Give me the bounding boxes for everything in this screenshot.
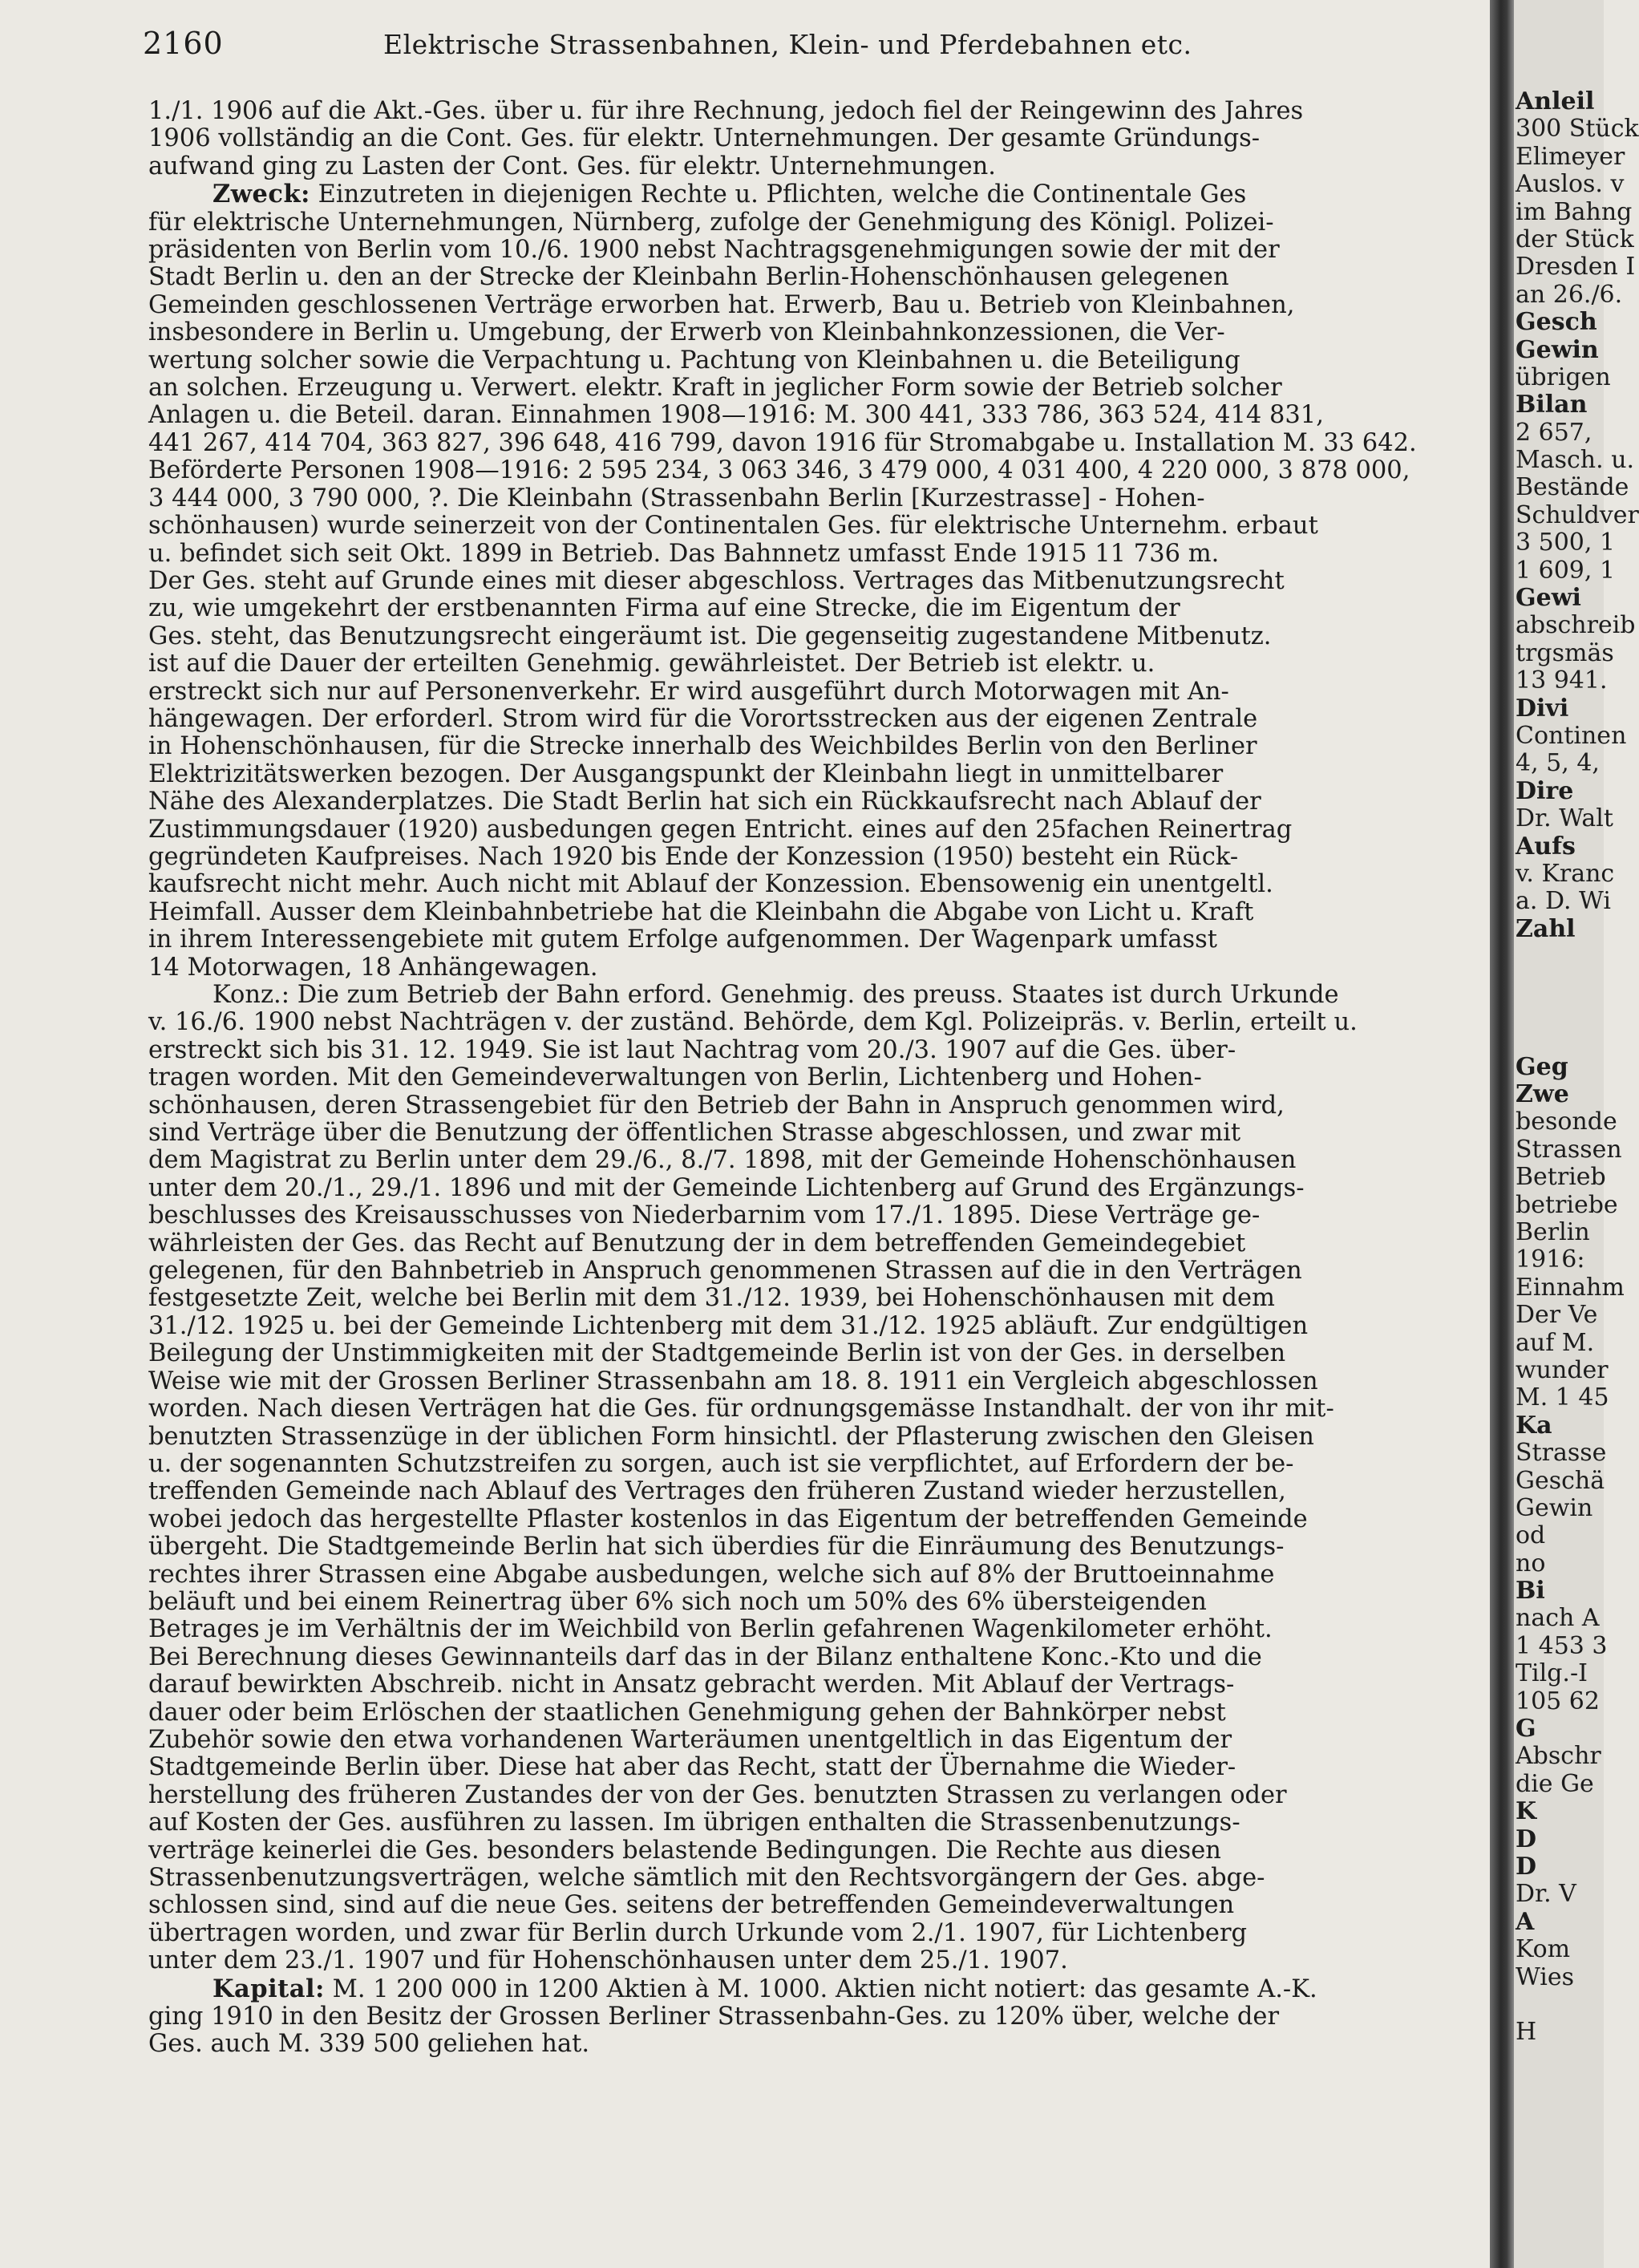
- fragment-line: im Bahng: [1516, 197, 1633, 226]
- fragment-line: nach A: [1516, 1604, 1600, 1633]
- fragment-line: Strasse: [1516, 1439, 1607, 1468]
- line-text: Nähe des Alexanderplatzes. Die Stadt Berlin hat sich ein Rückkaufsrecht nach Ablauf der: [148, 788, 1261, 816]
- line-text: Ges. steht, das Benutzungsrecht eingeräumt ist. Die gegenseitig zugestandene Mitbenutz.: [148, 622, 1272, 650]
- line-text: Elektrizitätswerken bezogen. Der Ausgangspunkt der Kleinbahn liegt in unmittelbarer: [148, 759, 1224, 788]
- text-line: [148, 1671, 1431, 1699]
- line-text: für elektrische Unternehmungen, Nürnberg, zufolge der Genehmigung des Königl. Polizei-: [148, 208, 1274, 237]
- line-text: dem Magistrat zu Berlin unter dem 29./6., 8./7. 1898, mit der Gemeinde Hohenschönhausen: [148, 1146, 1297, 1175]
- line-text: in ihrem Interessengebiete mit gutem Erfolge aufgenommen. Der Wagenpark umfasst: [148, 925, 1218, 954]
- body-text: [148, 98, 1431, 2059]
- line-text: unter dem 20./1., 29./1. 1896 und mit der Gemeinde Lichtenberg auf Grund des Ergänzungs-: [148, 1173, 1305, 1202]
- fragment-line: [1516, 971, 1605, 998]
- line-text: gegründeten Kaufpreises. Nach 1920 bis Ende der Konzession (1950) besteht ein Rück-: [148, 842, 1239, 871]
- running-title: Elektrische Strassenbahnen, Klein- und Pferdebahnen etc.: [383, 29, 1192, 60]
- line-text: aufwand ging zu Lasten der Cont. Ges. für elektr. Unternehmungen.: [148, 152, 996, 180]
- text-line: [148, 1092, 1431, 1120]
- text-line: [148, 1009, 1431, 1036]
- fragment-line: Bi: [1516, 1577, 1545, 1606]
- fragment-line: a. D. Wi: [1516, 887, 1611, 916]
- fragment-line: Schuldver: [1516, 500, 1639, 529]
- fragment-line: betriebe: [1516, 1190, 1618, 1219]
- fragment-line: Kom: [1516, 1935, 1571, 1964]
- text-line: [148, 264, 1431, 291]
- line-text: u. der sogenannten Schutzstreifen zu sorgen, auch ist sie verpflichtet, auf Erfordern der be-: [148, 1449, 1294, 1478]
- line-text: ist auf die Dauer der erteilten Genehmig. gewährleistet. Der Betrieb ist elektr. u.: [148, 650, 1155, 678]
- fragment-line: K: [1516, 1797, 1537, 1826]
- fragment-line: H: [1516, 2018, 1537, 2047]
- line-text: Anlagen u. die Beteil. daran. Einnahmen 1908—1916: M. 300 441, 333 786, 363 524, 414 831,: [148, 401, 1324, 430]
- fragment-line: Gewin: [1516, 1493, 1593, 1522]
- text-line: [148, 125, 1431, 152]
- fragment-line: 1 609, 1: [1516, 556, 1616, 585]
- line-text: gelegenen, für den Bahnbetrieb in Anspruch genommenen Strassen auf die in den Verträgen: [148, 1257, 1302, 1286]
- text-line: [148, 1727, 1431, 1754]
- fragment-line: Gesch: [1516, 308, 1597, 337]
- section-keyword: Kapital:: [212, 1974, 325, 2003]
- text-line: [148, 1037, 1431, 1064]
- line-text: Stadtgemeinde Berlin über. Diese hat aber das Recht, statt der Übernahme die Wieder-: [148, 1753, 1236, 1782]
- line-text: ging 1910 in den Besitz der Grossen Berliner Strassenbahn-Ges. zu 120% über, welche der: [148, 2003, 1280, 2031]
- text-line: [148, 430, 1431, 457]
- text-line: [148, 623, 1431, 650]
- fragment-line: Gewi: [1516, 584, 1581, 613]
- line-text: tragen worden. Mit den Gemeindeverwaltungen von Berlin, Lichtenberg und Hohen-: [148, 1063, 1202, 1092]
- fragment-line: der Stück: [1516, 225, 1634, 253]
- line-text: dauer oder beim Erlöschen der staatlichen Genehmigung gehen der Bahnkörper nebst: [148, 1698, 1226, 1727]
- fragment-line: auf M.: [1516, 1328, 1595, 1357]
- line-text: 14 Motorwagen, 18 Anhängewagen.: [148, 953, 598, 982]
- line-text: Zustimmungsdauer (1920) ausbedungen gegen Entricht. eines auf den 25fachen Reinertrag: [148, 815, 1293, 844]
- text-line: [148, 650, 1431, 678]
- line-text: Der Ges. steht auf Grunde eines mit dieser abgeschloss. Vertrages das Mitbenutzungsrecht: [148, 566, 1285, 595]
- text-line: [148, 568, 1431, 595]
- text-line: [148, 2031, 1431, 2058]
- text-line: [148, 706, 1431, 733]
- line-text: hängewagen. Der erforderl. Strom wird für die Vorortsstrecken aus der eigenen Zentrale: [148, 704, 1258, 733]
- fragment-line: [1516, 943, 1605, 970]
- line-text: Ges. auch M. 339 500 geliehen hat.: [148, 2030, 590, 2059]
- text-line: [148, 98, 1431, 125]
- text-line: [148, 237, 1431, 264]
- fragment-line: an 26./6.: [1516, 280, 1623, 309]
- text-line: [148, 1920, 1431, 1947]
- text-line: [148, 153, 1431, 180]
- line-text: beschlusses des Kreisausschusses von Niederbarnim vom 17./1. 1895. Diese Verträge ge-: [148, 1201, 1261, 1230]
- line-text: Konz.: Die zum Betrieb der Bahn erford. Genehmig. des preuss. Staates ist durch Urkunde: [212, 981, 1339, 1009]
- text-line: [148, 1147, 1431, 1174]
- fragment-line: [1516, 1991, 1605, 2019]
- line-text: Weise wie mit der Grossen Berliner Strassenbahn am 18. 8. 1911 ein Vergleich abgeschlossen: [148, 1367, 1318, 1395]
- fragment-line: Der Ve: [1516, 1301, 1598, 1330]
- fragment-line: Ka: [1516, 1411, 1552, 1440]
- line-text: 1906 vollständig an die Cont. Ges. für elektr. Unternehmungen. Der gesamte Gründungs-: [148, 124, 1261, 153]
- line-text: übergeht. Die Stadtgemeinde Berlin hat sich überdies für die Einräumung des Benutzungs-: [148, 1533, 1285, 1561]
- line-text: 3 444 000, 3 790 000, ?. Die Kleinbahn (Strassenbahn Berlin [Kurzestrasse] - Hohen-: [148, 484, 1205, 512]
- fragment-line: Anleil: [1516, 87, 1595, 115]
- line-text: Heimfall. Ausser dem Kleinbahnbetriebe hat die Kleinbahn die Abgabe von Licht u. Kraft: [148, 897, 1254, 926]
- text-line: [148, 982, 1431, 1009]
- fragment-line: Elimeyer: [1516, 142, 1625, 171]
- text-line: [148, 1202, 1431, 1229]
- line-text: erstreckt sich nur auf Personenverkehr. Er wird ausgeführt durch Motorwagen mit An-: [148, 677, 1229, 706]
- text-line: [148, 1424, 1431, 1451]
- text-line: [148, 871, 1431, 898]
- fragment-line: D: [1516, 1825, 1537, 1853]
- fragment-line: M. 1 45: [1516, 1383, 1609, 1412]
- text-line: [148, 1478, 1431, 1505]
- fragment-line: Geg: [1516, 1052, 1568, 1081]
- line-text: Einzutreten in diejenigen Rechte u. Pflichten, welche die Continentale Ges: [310, 180, 1247, 209]
- line-text: schlossen sind, sind auf die neue Ges. seitens der betreffenden Gemeindeverwaltungen: [148, 1891, 1235, 1920]
- line-text: kaufsrecht nicht mehr. Auch nicht mit Ablauf der Konzession. Ebensowenig ein unentgeltl.: [148, 870, 1273, 899]
- text-line: [148, 1754, 1431, 1781]
- text-line: [148, 1175, 1431, 1202]
- text-line: [148, 402, 1431, 429]
- fragment-line: besonde: [1516, 1108, 1617, 1136]
- text-line: [148, 1064, 1431, 1091]
- line-text: benutzten Strassenzüge in der üblichen Form hinsichtl. der Pflasterung zwischen den Gleisen: [148, 1422, 1314, 1451]
- line-text: Bei Berechnung dieses Gewinnanteils darf das in der Bilanz enthaltene Konc.-Kto und die: [148, 1642, 1262, 1671]
- line-text: Stadt Berlin u. den an der Strecke der Kleinbahn Berlin-Hohenschönhausen gelegenen: [148, 263, 1229, 292]
- text-line: [148, 761, 1431, 788]
- text-line: [148, 1589, 1431, 1616]
- text-line: [148, 1616, 1431, 1643]
- line-text: an solchen. Erzeugung u. Verwert. elektr. Kraft in jeglicher Form sowie der Betrieb solcher: [148, 374, 1282, 403]
- fragment-line: Einnahm: [1516, 1273, 1625, 1302]
- line-text: darauf bewirkten Abschreib. nicht in Ansatz gebracht werden. Mit Ablauf der Vertrags-: [148, 1671, 1235, 1699]
- fragment-line: A: [1516, 1907, 1535, 1936]
- fragment-line: 300 Stück: [1516, 115, 1639, 144]
- text-line: [148, 595, 1431, 622]
- line-text: verträge keinerlei die Ges. besonders belastende Bedingungen. Die Rechte aus diesen: [148, 1836, 1221, 1865]
- fragment-line: od: [1516, 1521, 1546, 1550]
- fragment-line: Betrieb: [1516, 1163, 1606, 1192]
- text-line: [148, 180, 1431, 209]
- line-text: Beilegung der Unstimmigkeiten mit der Stadtgemeinde Berlin ist von der Ges. in derselben: [148, 1339, 1286, 1368]
- fragment-line: Zahl: [1516, 914, 1576, 943]
- text-line: [148, 899, 1431, 926]
- line-text: Beförderte Personen 1908—1916: 2 595 234, 3 063 346, 3 479 000, 4 031 400, 4 220 000, 3 878 000,: [148, 456, 1410, 485]
- text-line: [148, 1395, 1431, 1423]
- text-line: [148, 1230, 1431, 1258]
- line-text: zu, wie umgekehrt der erstbenannten Firma auf eine Strecke, die im Eigentum der: [148, 594, 1180, 623]
- text-line: [148, 1313, 1431, 1340]
- fragment-line: 1916:: [1516, 1245, 1585, 1274]
- text-line: [148, 292, 1431, 319]
- line-text: schönhausen) wurde seinerzeit von der Continentalen Ges. für elektrische Unternehm. erbaut: [148, 512, 1318, 541]
- line-text: M. 1 200 000 in 1200 Aktien à M. 1000. Aktien nicht notiert: das gesamte A.-K.: [324, 1974, 1317, 2003]
- text-line: [148, 209, 1431, 237]
- fragment-line: Dresden I: [1516, 253, 1636, 281]
- fragment-line: 2 657,: [1516, 418, 1592, 447]
- text-line: [148, 1561, 1431, 1589]
- fragment-line: 1 453 3: [1516, 1631, 1608, 1660]
- fragment-line: Wies: [1516, 1962, 1575, 1991]
- text-line: [148, 457, 1431, 484]
- line-text: unter dem 23./1. 1907 und für Hohenschönhausen unter dem 25./1. 1907.: [148, 1946, 1068, 1975]
- fragment-line: übrigen: [1516, 362, 1611, 391]
- line-text: v. 16./6. 1900 nebst Nachträgen v. der zuständ. Behörde, dem Kgl. Polizeipräs. v. Berlin, erteilt u.: [148, 1008, 1358, 1037]
- fragment-line: Bilan: [1516, 391, 1588, 419]
- fragment-line: D: [1516, 1853, 1537, 1881]
- text-line: [148, 1975, 1431, 2003]
- line-text: schönhausen, deren Strassengebiet für den Betrieb der Bahn in Anspruch genommen wird,: [148, 1091, 1285, 1120]
- section-keyword: Zweck:: [212, 180, 310, 209]
- fragment-line: 13 941.: [1516, 666, 1608, 695]
- fragment-line: 3 500, 1: [1516, 529, 1616, 557]
- line-text: festgesetzte Zeit, welche bei Berlin mit dem 31./12. 1939, bei Hohenschönhausen mit dem: [148, 1284, 1275, 1313]
- text-line: [148, 1892, 1431, 1919]
- fragment-line: Geschä: [1516, 1466, 1605, 1495]
- line-text: sind Verträge über die Benutzung der öffentlichen Strasse abgeschlossen, und zwar mit: [148, 1119, 1241, 1148]
- line-text: Strassenbenutzungsverträgen, welche sämtlich mit den Rechtsvorgängern der Ges. abge-: [148, 1864, 1265, 1892]
- page-header: [0, 26, 1490, 66]
- fragment-line: abschreib: [1516, 611, 1636, 640]
- text-line: [148, 1340, 1431, 1367]
- line-text: übertragen worden, und zwar für Berlin durch Urkunde vom 2./1. 1907, für Lichtenberg: [148, 1918, 1248, 1947]
- line-text: Betrages je im Verhältnis der im Weichbild von Berlin gefahrenen Wagenkilometer erhöht.: [148, 1615, 1273, 1644]
- line-text: 1./1. 1906 auf die Akt.-Ges. über u. für ihre Rechnung, jedoch fiel der Reingewinn des Jahres: [148, 97, 1304, 125]
- fragment-line: Auslos. v: [1516, 170, 1625, 199]
- line-text: Zubehör sowie den etwa vorhandenen Warteräumen unentgeltlich in das Eigentum der: [148, 1725, 1232, 1754]
- text-line: [148, 1644, 1431, 1671]
- text-line: [148, 1506, 1431, 1533]
- fragment-line: v. Kranc: [1516, 859, 1615, 888]
- text-line: [148, 541, 1431, 568]
- text-line: [148, 1837, 1431, 1865]
- fragment-line: Abschr: [1516, 1742, 1601, 1771]
- fragment-line: Zwe: [1516, 1080, 1569, 1109]
- line-text: 441 267, 414 704, 363 827, 396 648, 416 799, davon 1916 für Stromabgabe u. Installation M. 33 642.: [148, 428, 1417, 457]
- right-page-fragments: [1516, 87, 1639, 2047]
- fragment-line: wunder: [1516, 1355, 1609, 1384]
- text-line: [148, 844, 1431, 871]
- text-line: [148, 1809, 1431, 1837]
- fragment-line: trgsmäs: [1516, 638, 1614, 667]
- book-gutter: [1490, 0, 1514, 2268]
- line-text: Gemeinden geschlossenen Verträge erworben hat. Erwerb, Bau u. Betrieb von Kleinbahnen,: [148, 290, 1295, 319]
- line-text: in Hohenschönhausen, für die Strecke innerhalb des Weichbildes Berlin von den Berliner: [148, 732, 1257, 761]
- line-text: rechtes ihrer Strassen eine Abgabe ausbedungen, welche sich auf 8% der Bruttoeinnahme: [148, 1560, 1275, 1589]
- fragment-line: 4, 5, 4,: [1516, 749, 1600, 778]
- fragment-line: Strassen: [1516, 1135, 1622, 1164]
- fragment-line: Divi: [1516, 694, 1569, 723]
- line-text: wertung solcher sowie die Verpachtung u. Pachtung von Kleinbahnen u. die Beteiligung: [148, 346, 1240, 375]
- text-line: [148, 1285, 1431, 1312]
- text-line: [148, 319, 1431, 346]
- text-line: [148, 816, 1431, 844]
- fragment-line: [1516, 998, 1605, 1026]
- text-line: [148, 788, 1431, 816]
- fragment-line: Dr. Walt: [1516, 804, 1613, 833]
- line-text: präsidenten von Berlin vom 10./6. 1900 nebst Nachtragsgenehmigungen sowie der mit der: [148, 236, 1280, 265]
- line-text: insbesondere in Berlin u. Umgebung, der Erwerb von Kleinbahnkonzessionen, die Ver-: [148, 318, 1225, 347]
- fragment-line: Berlin: [1516, 1218, 1590, 1247]
- fragment-line: Bestände: [1516, 473, 1629, 502]
- fragment-line: Tilg.-I: [1516, 1659, 1588, 1688]
- text-line: [148, 2003, 1431, 2031]
- line-text: beläuft und bei einem Reinertrag über 6% sich noch um 50% des 6% übersteigenden: [148, 1587, 1207, 1616]
- line-text: währleisten der Ges. das Recht auf Benutzung der in dem betreffenden Gemeindegebiet: [148, 1229, 1246, 1258]
- text-line: [148, 1368, 1431, 1395]
- text-line: [148, 375, 1431, 402]
- text-line: [148, 678, 1431, 706]
- fragment-line: Continen: [1516, 721, 1627, 750]
- text-line: [148, 1258, 1431, 1285]
- fragment-line: Gewin: [1516, 335, 1599, 364]
- text-line: [148, 1533, 1431, 1561]
- line-text: erstreckt sich bis 31. 12. 1949. Sie ist laut Nachtrag vom 20./3. 1907 auf die Ges. über-: [148, 1035, 1236, 1064]
- line-text: herstellung des früheren Zustandes der von der Ges. benutzten Strassen zu verlangen oder: [148, 1780, 1287, 1809]
- text-line: [148, 512, 1431, 540]
- fragment-line: Dire: [1516, 776, 1574, 805]
- fragment-line: die Ge: [1516, 1769, 1594, 1798]
- text-line: [148, 926, 1431, 954]
- fragment-line: no: [1516, 1549, 1546, 1577]
- line-text: 31./12. 1925 u. bei der Gemeinde Lichtenberg mit dem 31./12. 1925 abläuft. Zur endgültigen: [148, 1311, 1309, 1340]
- fragment-line: Aufs: [1516, 832, 1576, 861]
- fragment-line: Dr. V: [1516, 1880, 1576, 1909]
- text-line: [148, 347, 1431, 375]
- line-text: worden. Nach diesen Verträgen hat die Ges. für ordnungsgemässe Instandhalt. der von ihr mit-: [148, 1395, 1334, 1424]
- text-line: [148, 485, 1431, 512]
- fragment-line: Masch. u.: [1516, 446, 1635, 475]
- line-text: auf Kosten der Ges. ausführen zu lassen. Im übrigen enthalten die Strassenbenutzungs-: [148, 1808, 1240, 1837]
- text-line: [148, 1782, 1431, 1809]
- fragment-line: G: [1516, 1715, 1536, 1744]
- page-number: 2160: [143, 26, 224, 61]
- text-line: [148, 1947, 1431, 1974]
- text-line: [148, 954, 1431, 982]
- fragment-line: 105 62: [1516, 1687, 1600, 1715]
- text-line: [148, 1451, 1431, 1478]
- text-line: [148, 733, 1431, 760]
- line-text: wobei jedoch das hergestellte Pflaster kostenlos in das Eigentum der betreffenden Gemeinde: [148, 1505, 1308, 1533]
- line-text: u. befindet sich seit Okt. 1899 in Betrieb. Das Bahnnetz umfasst Ende 1915 11 736 m.: [148, 539, 1220, 568]
- text-line: [148, 1120, 1431, 1147]
- line-text: treffenden Gemeinde nach Ablauf des Vertrages den früheren Zustand wieder herzustellen,: [148, 1477, 1286, 1506]
- text-line: [148, 1865, 1431, 1892]
- text-line: [148, 1699, 1431, 1727]
- fragment-line: [1516, 1026, 1605, 1053]
